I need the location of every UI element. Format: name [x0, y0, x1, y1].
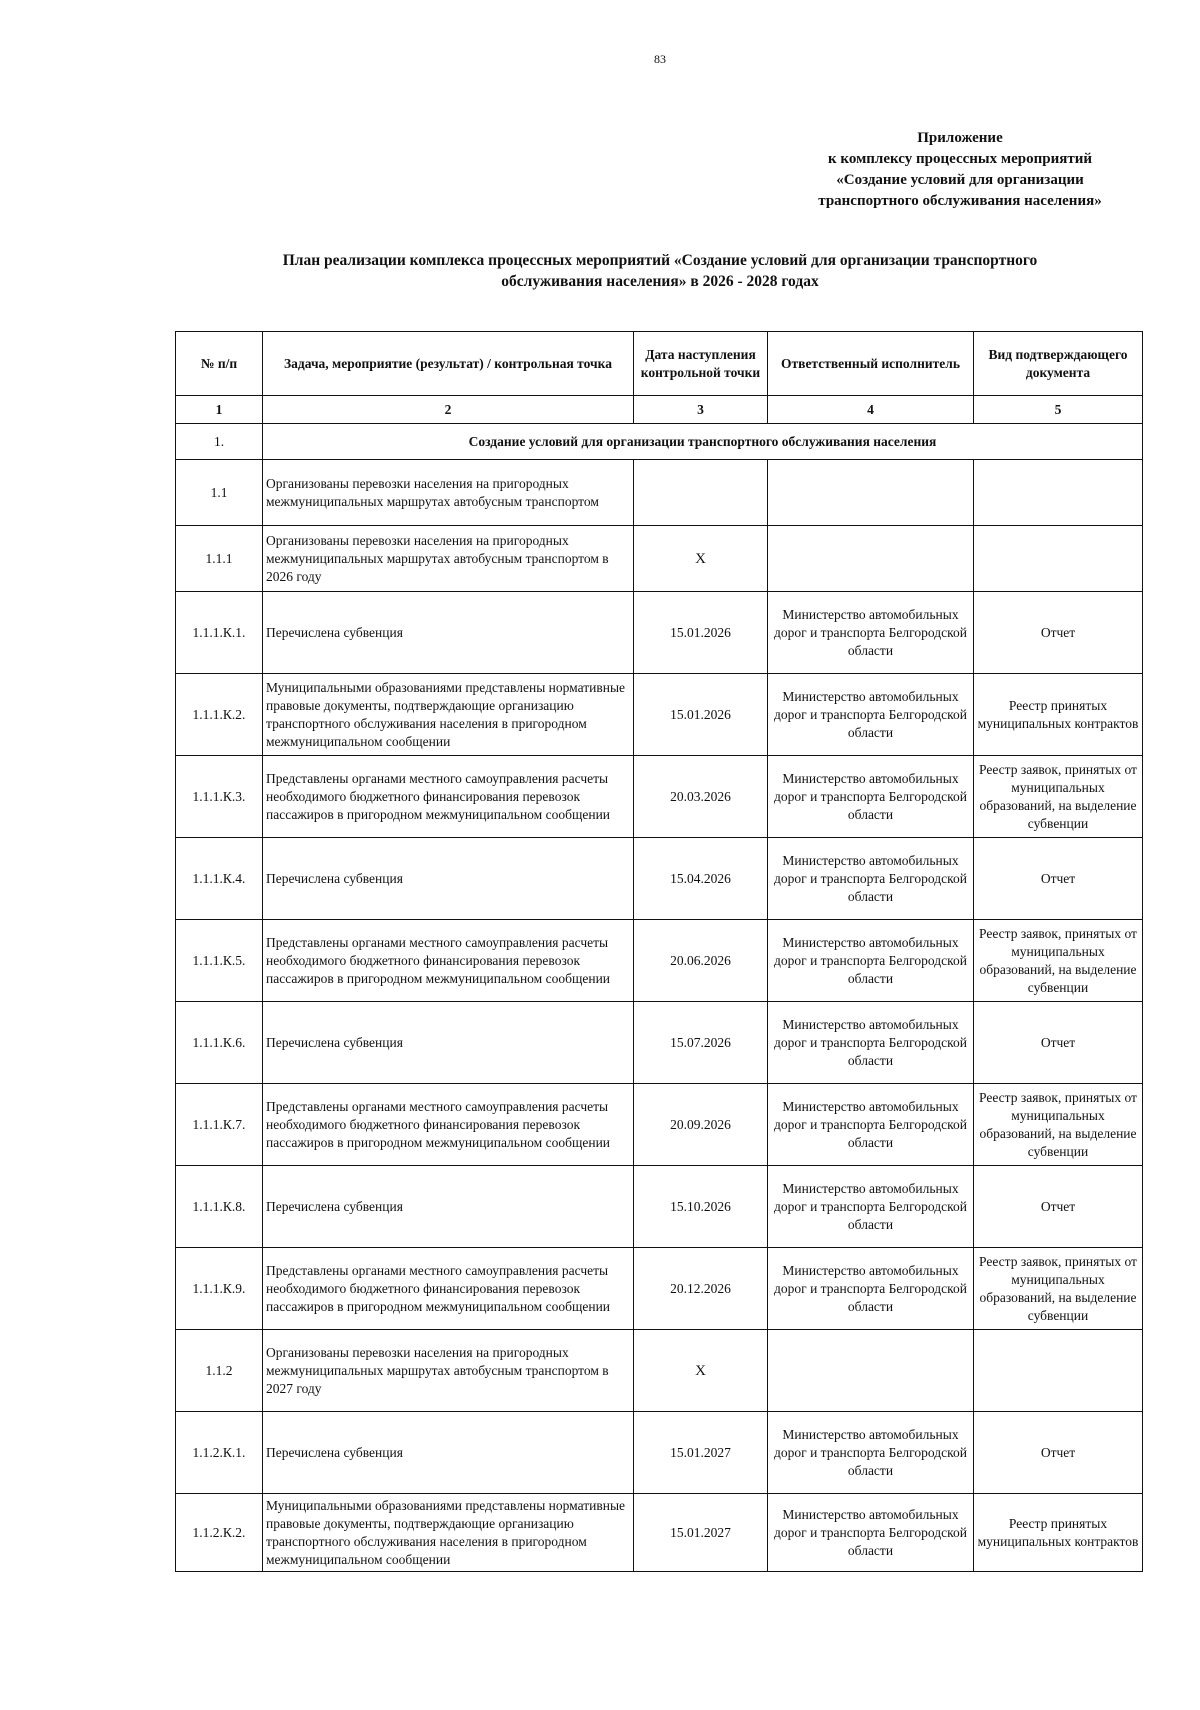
row-responsible — [768, 526, 974, 592]
row-number: 1.1.1.К.1. — [176, 592, 263, 674]
row-task: Муниципальными образованиями представлены нормативные правовые документы, подтверждающие организацию транспортного обслуживания населения в пригородном межмуниципальном сообщении — [263, 674, 634, 756]
row-number: 1.1.1.К.2. — [176, 674, 263, 756]
row-task: Представлены органами местного самоуправления расчеты необходимого бюджетного финансирования перевозок пассажиров в пригородном межмуниципальном сообщении — [263, 756, 634, 838]
table-row — [176, 592, 1143, 674]
row-task: Организованы перевозки населения на пригородных межмуниципальных маршрутах автобусным транспортом в 2026 году — [263, 526, 634, 592]
row-responsible: Министерство автомобильных дорог и транспорта Белгородской области — [768, 592, 974, 674]
row-date: 15.04.2026 — [634, 838, 768, 920]
table-row — [176, 1494, 1143, 1572]
table-row — [176, 1002, 1143, 1084]
table-row — [176, 838, 1143, 920]
row-number: 1.1.1.К.3. — [176, 756, 263, 838]
table-row — [176, 1248, 1143, 1330]
row-number: 1.1.1.К.6. — [176, 1002, 263, 1084]
row-date: 15.01.2026 — [634, 674, 768, 756]
row-task: Представлены органами местного самоуправления расчеты необходимого бюджетного финансирования перевозок пассажиров в пригородном межмуниципальном сообщении — [263, 1084, 634, 1166]
appendix-note — [760, 128, 1160, 212]
row-responsible — [768, 1330, 974, 1412]
row-date: X — [634, 526, 768, 592]
row-responsible: Министерство автомобильных дорог и транспорта Белгородской области — [768, 1248, 974, 1330]
row-document: Реестр принятых муниципальных контрактов — [974, 1494, 1143, 1572]
header-num: № п/п — [176, 332, 263, 396]
title-line-2: обслуживания населения» в 2026 - 2028 годах — [501, 273, 819, 290]
table-row — [176, 1412, 1143, 1494]
row-number: 1.1.1 — [176, 526, 263, 592]
row-document — [974, 460, 1143, 526]
row-responsible: Министерство автомобильных дорог и транспорта Белгородской области — [768, 1166, 974, 1248]
row-date: X — [634, 1330, 768, 1412]
appendix-line: «Создание условий для организации — [836, 172, 1084, 188]
table-row — [176, 1330, 1143, 1412]
column-number: 5 — [974, 396, 1143, 424]
column-number-row — [176, 396, 1143, 424]
row-date: 15.07.2026 — [634, 1002, 768, 1084]
section-title: Создание условий для организации транспортного обслуживания населения — [263, 424, 1143, 460]
row-task: Организованы перевозки населения на пригородных межмуниципальных маршрутах автобусным транспортом в 2027 году — [263, 1330, 634, 1412]
column-number: 2 — [263, 396, 634, 424]
row-date: 20.03.2026 — [634, 756, 768, 838]
document-title — [190, 250, 1130, 292]
section-row — [176, 424, 1143, 460]
appendix-line: транспортного обслуживания населения» — [818, 193, 1102, 209]
row-task: Перечислена субвенция — [263, 1166, 634, 1248]
row-responsible: Министерство автомобильных дорог и транспорта Белгородской области — [768, 1002, 974, 1084]
row-task: Перечислена субвенция — [263, 1412, 634, 1494]
table-row — [176, 460, 1143, 526]
row-task: Перечислена субвенция — [263, 592, 634, 674]
row-task: Перечислена субвенция — [263, 838, 634, 920]
row-task: Представлены органами местного самоуправления расчеты необходимого бюджетного финансирования перевозок пассажиров в пригородном межмуниципальном сообщении — [263, 1248, 634, 1330]
row-document: Реестр заявок, принятых от муниципальных образований, на выделение субвенции — [974, 1084, 1143, 1166]
row-number: 1.1.2 — [176, 1330, 263, 1412]
row-responsible: Министерство автомобильных дорог и транспорта Белгородской области — [768, 674, 974, 756]
row-number: 1.1.1.К.9. — [176, 1248, 263, 1330]
row-document — [974, 1330, 1143, 1412]
section-number: 1. — [176, 424, 263, 460]
row-number: 1.1.1.К.4. — [176, 838, 263, 920]
row-task: Организованы перевозки населения на пригородных межмуниципальных маршрутах автобусным транспортом — [263, 460, 634, 526]
row-responsible: Министерство автомобильных дорог и транспорта Белгородской области — [768, 1494, 974, 1572]
row-date: 15.01.2027 — [634, 1494, 768, 1572]
row-date — [634, 460, 768, 526]
row-number: 1.1 — [176, 460, 263, 526]
row-date: 20.06.2026 — [634, 920, 768, 1002]
column-number: 4 — [768, 396, 974, 424]
row-document: Отчет — [974, 838, 1143, 920]
row-number: 1.1.2.К.2. — [176, 1494, 263, 1572]
column-number: 3 — [634, 396, 768, 424]
row-responsible: Министерство автомобильных дорог и транспорта Белгородской области — [768, 756, 974, 838]
row-date: 15.01.2026 — [634, 592, 768, 674]
row-responsible: Министерство автомобильных дорог и транспорта Белгородской области — [768, 838, 974, 920]
row-task: Перечислена субвенция — [263, 1002, 634, 1084]
row-document: Отчет — [974, 1166, 1143, 1248]
table-row — [176, 1166, 1143, 1248]
row-task: Представлены органами местного самоуправления расчеты необходимого бюджетного финансирования перевозок пассажиров в пригородном межмуниципальном сообщении — [263, 920, 634, 1002]
appendix-line: к комплексу процессных мероприятий — [828, 151, 1092, 167]
row-document: Отчет — [974, 592, 1143, 674]
row-document — [974, 526, 1143, 592]
page-number: 83 — [654, 52, 666, 66]
row-number: 1.1.1.К.8. — [176, 1166, 263, 1248]
row-responsible: Министерство автомобильных дорог и транспорта Белгородской области — [768, 1084, 974, 1166]
title-line-1: План реализации комплекса процессных мероприятий «Создание условий для организации транспортного — [282, 252, 1038, 269]
row-date: 15.01.2027 — [634, 1412, 768, 1494]
row-document: Реестр принятых муниципальных контрактов — [974, 674, 1143, 756]
row-task: Муниципальными образованиями представлены нормативные правовые документы, подтверждающие организацию транспортного обслуживания населения в пригородном межмуниципальном сообщении — [263, 1494, 634, 1572]
row-responsible: Министерство автомобильных дорог и транспорта Белгородской области — [768, 920, 974, 1002]
header-task: Задача, мероприятие (результат) / контрольная точка — [263, 332, 634, 396]
row-number: 1.1.1.К.7. — [176, 1084, 263, 1166]
row-date: 15.10.2026 — [634, 1166, 768, 1248]
row-document: Реестр заявок, принятых от муниципальных образований, на выделение субвенции — [974, 1248, 1143, 1330]
row-document: Реестр заявок, принятых от муниципальных образований, на выделение субвенции — [974, 920, 1143, 1002]
header-responsible: Ответственный исполнитель — [768, 332, 974, 396]
table-row — [176, 920, 1143, 1002]
row-document: Отчет — [974, 1412, 1143, 1494]
appendix-line: Приложение — [917, 130, 1003, 146]
table-row — [176, 756, 1143, 838]
row-number: 1.1.1.К.5. — [176, 920, 263, 1002]
row-date: 20.12.2026 — [634, 1248, 768, 1330]
header-document: Вид подтверждающего документа — [974, 332, 1143, 396]
row-date: 20.09.2026 — [634, 1084, 768, 1166]
row-responsible — [768, 460, 974, 526]
table-row — [176, 1084, 1143, 1166]
row-responsible: Министерство автомобильных дорог и транспорта Белгородской области — [768, 1412, 974, 1494]
row-number: 1.1.2.К.1. — [176, 1412, 263, 1494]
table-row — [176, 526, 1143, 592]
row-document: Отчет — [974, 1002, 1143, 1084]
plan-table — [175, 331, 1143, 1572]
table-row — [176, 674, 1143, 756]
header-date: Дата наступления контрольной точки — [634, 332, 768, 396]
column-number: 1 — [176, 396, 263, 424]
row-document: Реестр заявок, принятых от муниципальных образований, на выделение субвенции — [974, 756, 1143, 838]
header-row — [176, 332, 1143, 396]
